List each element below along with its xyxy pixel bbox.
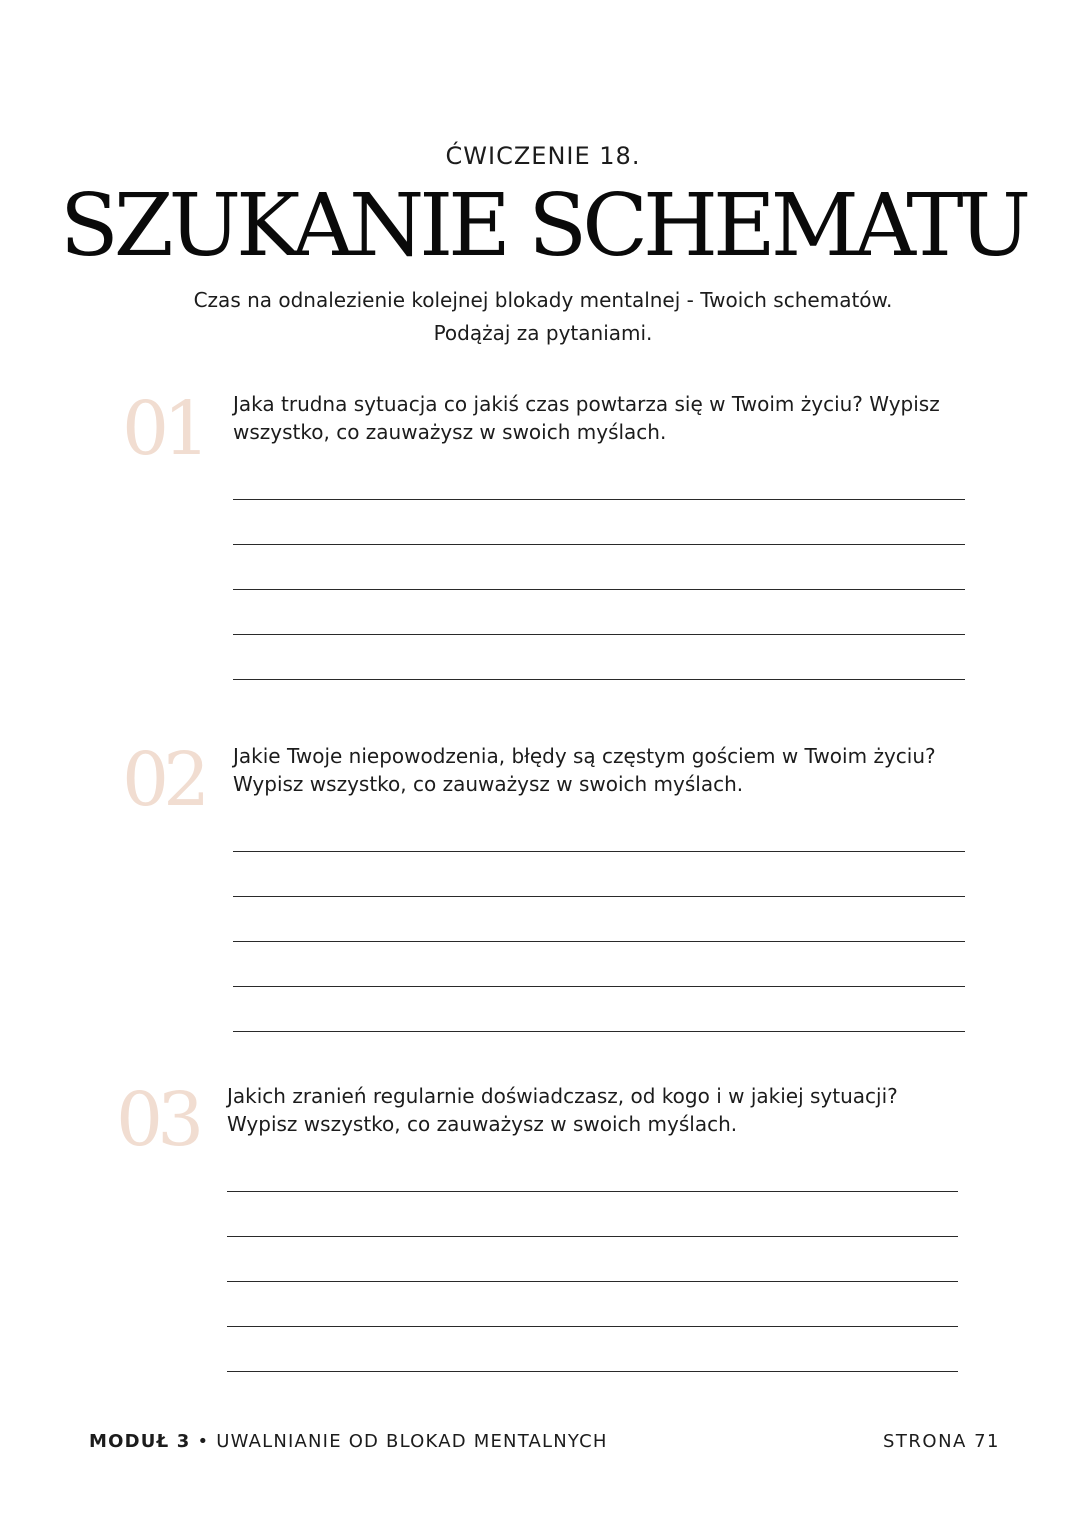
question-text: [233, 390, 973, 446]
footer-page-number: STRONA 71: [883, 1431, 1000, 1452]
answer-line[interactable]: [233, 896, 965, 897]
answer-line[interactable]: [227, 1191, 958, 1192]
answer-line[interactable]: [233, 544, 965, 545]
question-number: 03: [116, 1077, 199, 1163]
answer-line[interactable]: [227, 1236, 958, 1237]
answer-line[interactable]: [227, 1371, 958, 1372]
question-text-line: Jakie Twoje niepowodzenia, błędy są częstym gościem w Twoim życiu?: [233, 744, 936, 768]
question-text-line: Wypisz wszystko, co zauważysz w swoich myślach.: [227, 1112, 738, 1136]
footer-separator: •: [197, 1431, 210, 1452]
question-text-line: wszystko, co zauważysz w swoich myślach.: [233, 420, 667, 444]
answer-line[interactable]: [233, 679, 965, 680]
answer-line[interactable]: [233, 499, 965, 500]
answer-line[interactable]: [227, 1281, 958, 1282]
question-text: [233, 742, 973, 798]
answer-line[interactable]: [233, 941, 965, 942]
question-text-line: Wypisz wszystko, co zauważysz w swoich myślach.: [233, 772, 744, 796]
question-number: 01: [122, 386, 205, 472]
footer-section: UWALNIANIE OD BLOKAD MENTALNYCH: [216, 1431, 608, 1452]
intro-text: [0, 284, 1086, 350]
footer-module: MODUŁ 3: [89, 1431, 191, 1452]
intro-line-1: Czas na odnalezienie kolejnej blokady mentalnej - Twoich schematów.: [193, 288, 893, 312]
answer-line[interactable]: [233, 851, 965, 852]
intro-line-2: Podążaj za pytaniami.: [433, 321, 653, 345]
answer-line[interactable]: [233, 986, 965, 987]
answer-line[interactable]: [233, 634, 965, 635]
answer-line[interactable]: [233, 589, 965, 590]
question-text-line: Jaka trudna sytuacja co jakiś czas powtarza się w Twoim życiu? Wypisz: [233, 392, 940, 416]
question-number: 02: [122, 737, 205, 823]
answer-line[interactable]: [233, 1031, 965, 1032]
page-title: SZUKANIE SCHEMATU: [59, 176, 1027, 276]
exercise-label: ĆWICZENIE 18.: [445, 142, 641, 170]
footer-module-info: [89, 1431, 608, 1452]
answer-line[interactable]: [227, 1326, 958, 1327]
question-text: [227, 1082, 967, 1138]
question-text-line: Jakich zranień regularnie doświadczasz, od kogo i w jakiej sytuacji?: [227, 1084, 898, 1108]
